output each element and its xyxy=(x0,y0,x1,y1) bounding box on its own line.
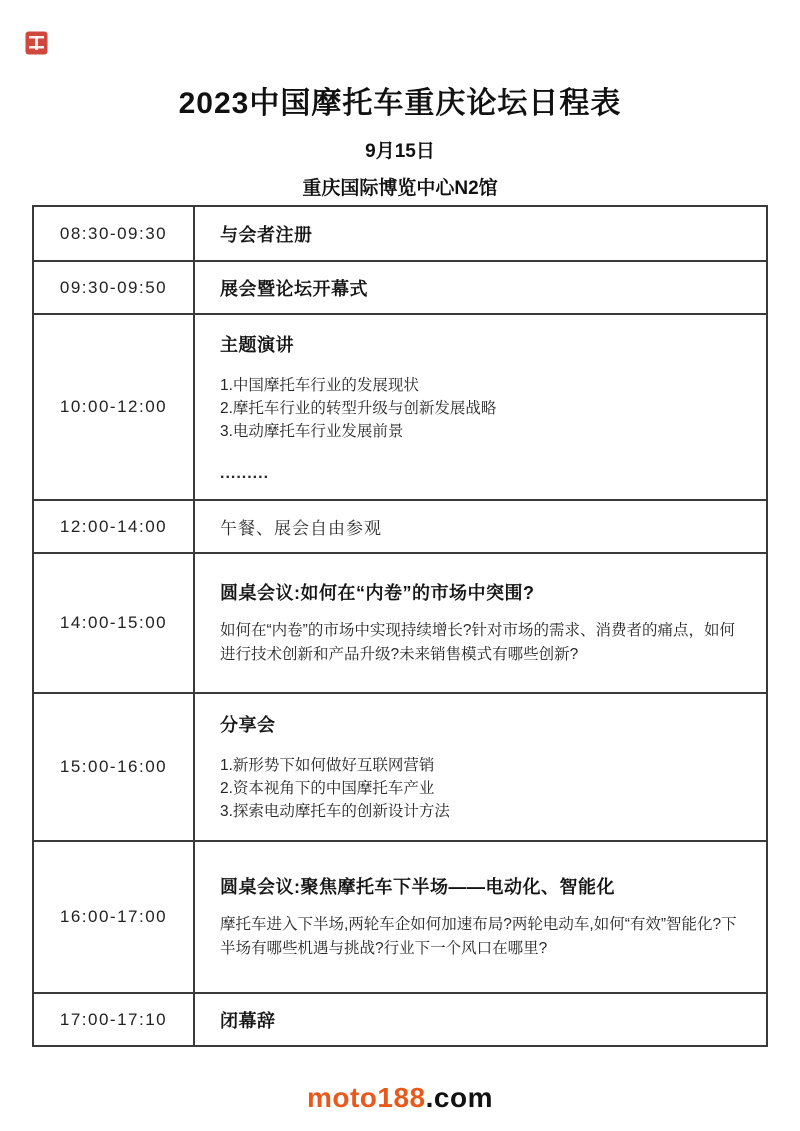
ellipsis-text: ......... xyxy=(220,465,270,482)
session-title: 主题演讲 xyxy=(220,335,294,355)
content-cell xyxy=(195,262,766,313)
session-topic-list xyxy=(220,754,746,823)
document-header xyxy=(0,78,800,200)
time-cell: 16:00-17:00 xyxy=(34,842,195,992)
time-cell: 10:00-12:00 xyxy=(34,315,195,499)
session-topic: 2.资本视角下的中国摩托车产业 xyxy=(220,780,435,797)
time-cell: 15:00-16:00 xyxy=(34,694,195,840)
session-title: 闭幕辞 xyxy=(220,1010,276,1031)
event-venue: 重庆国际博览中心N2馆 xyxy=(302,178,498,199)
session-title: 与会者注册 xyxy=(220,224,313,245)
session-topic: 1.新形势下如何做好互联网营销 xyxy=(220,757,435,774)
brand-name: moto188 xyxy=(306,1082,426,1113)
page-title: 2023中国摩托车重庆论坛日程表 xyxy=(178,87,622,120)
session-topic: 3.电动摩托车行业发展前景 xyxy=(220,423,404,440)
time-cell: 14:00-15:00 xyxy=(34,554,195,692)
content-cell xyxy=(195,501,766,552)
content-cell xyxy=(195,994,766,1045)
table-row xyxy=(34,840,766,992)
content-cell xyxy=(195,315,766,499)
table-row xyxy=(34,499,766,552)
time-cell: 08:30-09:30 xyxy=(34,207,195,260)
session-title: 午餐、展会自由参观 xyxy=(220,519,382,538)
time-cell: 17:00-17:10 xyxy=(34,994,195,1045)
footer-brand xyxy=(0,1082,800,1114)
session-description: 如何在“内卷”的市场中实现持续增长?针对市场的需求、消费者的痛点，如何进行技术创新和产品升级?未来销售模式有哪些创新? xyxy=(220,622,735,663)
session-title: 圆桌会议:如何在“内卷”的市场中突围? xyxy=(220,583,535,603)
time-cell: 12:00-14:00 xyxy=(34,501,195,552)
brand-suffix: .com xyxy=(425,1082,493,1113)
event-date: 9月15日 xyxy=(365,141,435,162)
table-row xyxy=(34,692,766,840)
table-row xyxy=(34,207,766,260)
session-title: 圆桌会议:聚焦摩托车下半场——电动化、智能化 xyxy=(220,877,615,897)
content-cell xyxy=(195,207,766,260)
content-cell xyxy=(195,694,766,840)
session-title: 展会暨论坛开幕式 xyxy=(220,278,368,299)
session-description: 摩托车进入下半场,两轮车企如何加速布局?两轮电动车,如何“有效”智能化?下半场有哪些机遇与挑战?行业下一个风口在哪里? xyxy=(220,916,737,957)
table-row xyxy=(34,992,766,1045)
session-topic: 1.中国摩托车行业的发展现状 xyxy=(220,377,419,394)
content-cell xyxy=(195,554,766,692)
table-row xyxy=(34,313,766,499)
time-cell: 09:30-09:50 xyxy=(34,262,195,313)
schedule-table xyxy=(32,205,768,1047)
session-title: 分享会 xyxy=(220,715,276,735)
session-topic-list xyxy=(220,374,746,443)
session-topic: 2.摩托车行业的转型升级与创新发展战略 xyxy=(220,400,497,417)
content-cell xyxy=(195,842,766,992)
table-row xyxy=(34,260,766,313)
red-seal-watermark-icon xyxy=(25,31,48,55)
session-topic: 3.探索电动摩托车的创新设计方法 xyxy=(220,803,450,820)
table-row xyxy=(34,552,766,692)
